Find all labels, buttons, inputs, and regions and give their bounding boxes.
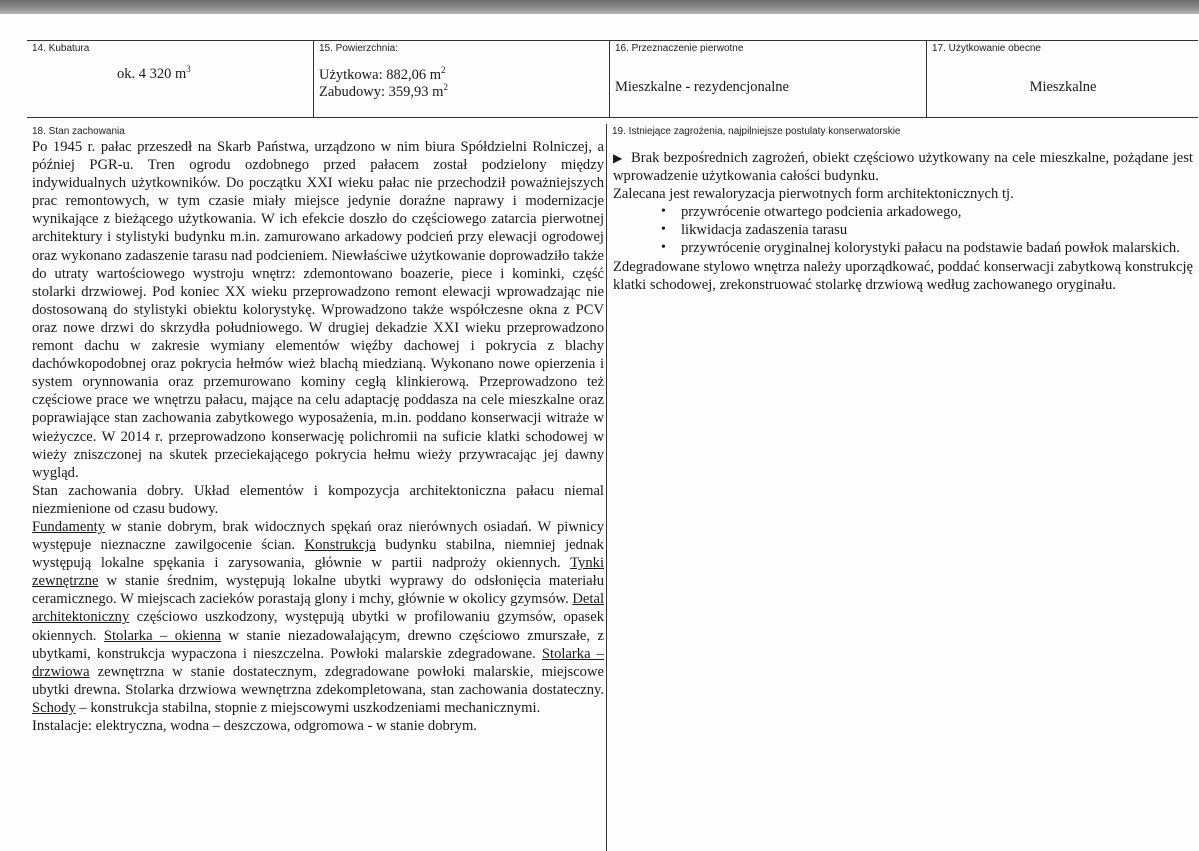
bullet-icon: •	[661, 240, 666, 256]
field-powierzchnia	[313, 41, 610, 117]
postulates-list	[613, 203, 1193, 257]
interiors-paragraph: Zdegradowane stylowo wnętrza należy uporządkować, poddać konserwacji zabytkową konstrukcję klatki schodowej, zrekonstruować stolarkę drzwiową według zachowanego oryginału.	[613, 258, 1193, 293]
field-label: 17. Użytkowanie obecne	[932, 43, 1041, 54]
instalacje-line: Instalacje: elektryczna, wodna – deszczowa, odgromowa - w stanie dobrym.	[32, 718, 477, 734]
scan-edge	[0, 0, 1199, 14]
arrow-right-icon: ▶	[613, 151, 623, 165]
bullet-icon: •	[661, 222, 666, 238]
text-detal: częściowo uszkodzony, występują ubytki w profilowaniu gzymsów, opasek okiennych.	[32, 609, 604, 644]
field-label: 18. Stan zachowania	[32, 126, 125, 137]
field-przeznaczenie	[609, 41, 927, 117]
term-detal: Detal architektoniczny	[32, 591, 604, 626]
field-kubatura	[27, 41, 313, 117]
bullet-icon: •	[661, 204, 666, 220]
zagrozenia-text	[607, 149, 1199, 294]
powierzchnia-values	[319, 67, 448, 101]
threats-text: Brak bezpośrednich zagrożeń, obiekt częściowo użytkowany na cele mieszkalne, pożądane jest wprowadzenie użytkowania całości budynku.	[613, 150, 1193, 185]
zabudowy-text: Zabudowy: 359,93 m	[319, 84, 444, 100]
history-paragraph: Po 1945 r. pałac przeszedł na Skarb Państwa, urządzono w nim biura Spółdzielni Rolniczej, a później PGR-u. Tren ogrodu ozdobnego przed pałacem został podzielony między indywidualnych użytkowników. Do początku XXI wieku pałac nie przechodził poważniejszych prac remontowych, w tym czasie miały miejsce jedynie doraźne naprawy i modernizacje wynikające z bieżącego użytkowania. W ich efekcie doszło do częściowego zatarcia pierwotnej architektury i stylistyki budynku m.in. zamurowano arkadowy podcień przy elewacji ogrodowej oraz wykonano zadaszenie tarasu nad podcieniem. Niewłaściwe użytkowanie doprowadziło także do utraty wartościowego wystroju wnętrz: zdemontowano boazerie, piece i kominki, część stolarki drzwiowej. Pod koniec XX wieku przeprowadzono remont elewacji wprowadzając nie dostosowaną do stylistyki obiektu kolorystykę. Wprowadzono także współczesne okna z PCV oraz nowe drzwi do skrzydła południowego. W drugiej dekadzie XXI wieku przeprowadzono remont dachu w zakresie wymiany elementów więźby dachowej i pokrycia z blachy dachówkopodobnej oraz pokrycia hełmów wież blachą miedzianą. Wykonano nowe opierzenia i system orynnowania oraz przemurowano kominy cegłą klinkierową. Przeprowadzono też częściowe prace we wnętrzu pałacu, mające na celu adaptację poddasza na cele mieszkalne oraz poprawiające stan zachowania zabytkowego wyposażenia, m.in. poddano konserwacji witraże w wieżyczce. W 2014 r. przeprowadzono konserwację polichromii na suficie klatki schodowej w wieży zniszczonej na skutek przeciekającego pokrycia hełmu wieży przywracając jej dawny wygląd.	[32, 139, 604, 481]
unit-exponent: 2	[441, 65, 446, 76]
term-konstrukcja: Konstrukcja	[304, 537, 376, 554]
field-stan-zachowania	[27, 124, 606, 851]
kubatura-number: ok. 4 320 m	[117, 66, 187, 82]
record-sheet	[27, 40, 1198, 851]
text-konstrukcja: budynku stabilna, niemniej jednak występują lokalne spękania i zarysowania, głównie w partii nadproży okiennych.	[32, 537, 604, 572]
recommendation-paragraph: Zalecana jest rewaloryzacja pierwotnych form architektonicznych tj.	[613, 186, 1014, 203]
text-tynki: w stanie średnim, występują lokalne ubytki wyprawy do odsłonięcia materiału ceramicznego. W miejscach zacieków porastają glony i mchy, głównie w okolicy gzymsów.	[32, 573, 604, 608]
unit-exponent: 2	[443, 82, 448, 93]
uzytkowanie-value: Mieszkalne	[1029, 79, 1097, 95]
condition-paragraph	[32, 518, 604, 717]
postulate-text: likwidacja zadaszenia tarasu	[681, 222, 848, 239]
uzytkowa-text: Użytkowa: 882,06 m	[319, 67, 442, 83]
zabudowy-line	[319, 84, 448, 101]
uzytkowa-line	[319, 67, 448, 84]
list-item	[661, 203, 1193, 221]
text-schody: – konstrukcja stabilna, stopnie z miejscowymi uszkodzeniami mechanicznymi.	[75, 699, 541, 716]
field-label: 15. Powierzchnia:	[319, 43, 398, 54]
list-item	[661, 221, 1193, 239]
body-row	[27, 124, 1198, 851]
term-fundamenty: Fundamenty	[32, 518, 105, 535]
field-label: 16. Przeznaczenie pierwotne	[615, 43, 744, 54]
field-label: 19. Istniejące zagrożenia, najpilniejsze postulaty konserwatorskie	[612, 126, 901, 137]
text-stolarka-drzwiowa: zewnętrzna w stanie dostatecznym, zdegradowane powłoki malarskie, miejscowe ubytki drewna. Stolarka drzwiowa wewnętrzna zdekompletowana, stan zachowania dostateczny.	[32, 663, 604, 698]
przeznaczenie-value: Mieszkalne - rezydencjonalne	[615, 79, 789, 95]
threats-paragraph	[613, 149, 1193, 185]
field-uzytkowanie	[926, 41, 1199, 117]
text-stolarka-okienna: w stanie niezadowalającym, drewno częściowo zmurszałe, z ubytkami, konstrukcja wypaczona i nieszczelna. Powłoki malarskie zdegradowane.	[32, 627, 604, 662]
kubatura-value	[117, 66, 191, 83]
term-tynki: Tynki zewnętrzne	[32, 555, 604, 590]
term-stolarka-drzwiowa: Stolarka – drzwiowa	[32, 645, 604, 680]
field-zagrozenia	[606, 124, 1199, 851]
list-item	[661, 239, 1193, 257]
postulate-text: przywrócenie oryginalnej kolorystyki pałacu na podstawie badań powłok malarskich.	[681, 240, 1180, 257]
text-fundamenty: w stanie dobrym, brak widocznych spękań oraz nierównych osiadań. W piwnicy występuje nieznaczne zawilgocenie ścian.	[32, 518, 604, 554]
header-row	[27, 40, 1198, 118]
unit-exponent: 3	[186, 64, 191, 75]
postulate-text: przywrócenie otwartego podcienia arkadowego,	[681, 204, 962, 221]
term-schody: Schody	[32, 699, 76, 716]
summary-paragraph: Stan zachowania dobry. Układ elementów i kompozycja architektoniczna pałacu niemal niezmienione od czasu budowy.	[32, 482, 604, 517]
field-label: 14. Kubatura	[32, 43, 90, 54]
term-stolarka-okienna: Stolarka – okienna	[103, 627, 222, 644]
stan-zachowania-text	[27, 138, 604, 735]
